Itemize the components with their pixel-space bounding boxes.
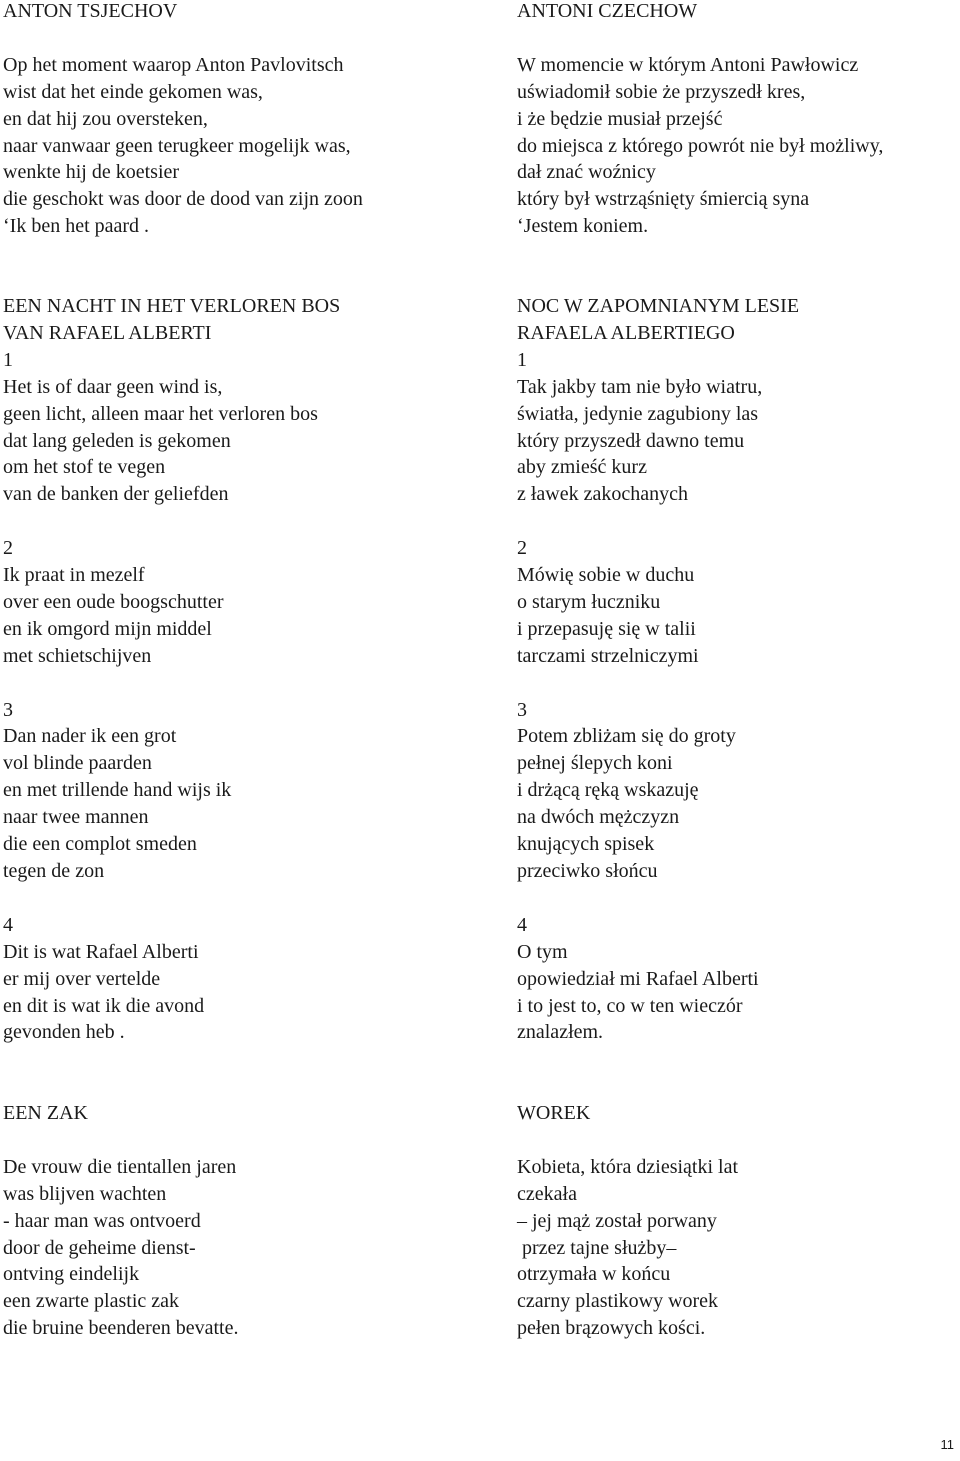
stanza-number: 4 — [3, 913, 13, 936]
verse-line: na dwóch mężczyzn — [517, 806, 680, 829]
verse-line: Potem zbliżam się do groty — [517, 725, 736, 748]
stanza-number: 1 — [517, 348, 527, 371]
poem-title: NOC W ZAPOMNIANYM LESIE — [517, 295, 800, 317]
verse-line: dał znać woźnicy — [517, 161, 656, 184]
verse-line: opowiedział mi Rafael Alberti — [517, 967, 759, 990]
poem-title: VAN RAFAEL ALBERTI — [3, 321, 212, 344]
verse-line: ‘Jestem koniem. — [517, 215, 649, 238]
verse-line: i że będzie musiał przejść — [517, 107, 723, 130]
stanza — [517, 535, 960, 670]
verse-line: znalazłem. — [517, 1021, 604, 1044]
verse-line: van de banken der geliefden — [3, 483, 229, 506]
stanza — [517, 1154, 960, 1342]
stanza — [517, 52, 960, 240]
verse-line: naar twee mannen — [3, 806, 149, 829]
verse-line: Op het moment waarop Anton Pavlovitsch — [3, 53, 344, 76]
verse-line: o starym łuczniku — [517, 590, 661, 613]
verse-line: door de geheime dienst- — [3, 1236, 196, 1259]
verse-line: over een oude boogschutter — [3, 590, 224, 613]
verse-line: met schietschijven — [3, 644, 152, 667]
verse-line: do miejsca z którego powrót nie był możliwy, — [517, 134, 884, 157]
poem-polish-worek — [517, 1100, 960, 1342]
verse-line: i przepasuję się w talii — [517, 617, 696, 640]
verse-line: W momencie w którym Antoni Pawłowicz — [517, 53, 859, 76]
verse-line: i to jest to, co w ten wieczór — [517, 994, 743, 1017]
verse-line: – jej mąż został porwany — [517, 1209, 717, 1232]
verse-line: Dit is wat Rafael Alberti — [3, 940, 199, 963]
poem-dutch-tsjechov — [3, 0, 473, 240]
verse-line: przeciwko słońcu — [517, 860, 658, 882]
stanza — [3, 1154, 473, 1342]
verse-line: en dit is wat ik die avond — [3, 994, 205, 1017]
stanza — [3, 52, 473, 240]
stanza-number: 2 — [517, 537, 527, 560]
verse-line: knujących spisek — [517, 833, 655, 856]
poem-title: EEN ZAK — [3, 1102, 88, 1124]
poem-dutch-alberti — [3, 293, 473, 1046]
verse-line: ontving eindelijk — [3, 1263, 140, 1286]
verse-line: pełen brązowych kości. — [517, 1317, 706, 1340]
verse-line: en met trillende hand wijs ik — [3, 779, 232, 802]
verse-line: vol blinde paarden — [3, 752, 152, 775]
verse-line: en ik omgord mijn middel — [3, 617, 212, 640]
stanza-number: 4 — [517, 913, 527, 936]
stanza-number: 2 — [3, 537, 13, 560]
verse-line: Dan nader ik een grot — [3, 725, 177, 748]
poem-title: WOREK — [517, 1102, 591, 1124]
verse-line: Het is of daar geen wind is, — [3, 375, 223, 398]
poem-title: EEN NACHT IN HET VERLOREN BOS — [3, 295, 341, 317]
verse-line: geen licht, alleen maar het verloren bos — [3, 402, 318, 425]
verse-line: światła, jedynie zagubiony las — [517, 402, 759, 425]
stanza — [3, 535, 473, 670]
verse-line: wenkte hij de koetsier — [3, 161, 180, 184]
poem-title: ANTONI CZECHOW — [517, 0, 698, 22]
stanza — [517, 912, 960, 1047]
verse-line: przez tajne służby– — [517, 1236, 677, 1259]
stanza — [3, 912, 473, 1047]
verse-line: er mij over vertelde — [3, 967, 161, 990]
verse-line: en dat hij zou oversteken, — [3, 107, 208, 130]
verse-line: om het stof te vegen — [3, 456, 166, 479]
verse-line: Kobieta, która dziesiątki lat — [517, 1155, 739, 1178]
verse-line: Ik praat in mezelf — [3, 564, 145, 587]
stanza-number: 3 — [3, 698, 13, 721]
poem-title: ANTON TSJECHOV — [3, 0, 178, 22]
verse-line: O tym — [517, 940, 568, 963]
verse-line: który przyszedł dawno temu — [517, 429, 745, 452]
verse-line: i drżącą ręką wskazuję — [517, 779, 699, 802]
verse-line: pełnej ślepych koni — [517, 752, 673, 775]
verse-line: z ławek zakochanych — [517, 483, 689, 506]
verse-line: tarczami strzelniczymi — [517, 644, 699, 667]
verse-line: De vrouw die tientallen jaren — [3, 1155, 237, 1178]
verse-line: który był wstrząśnięty śmiercią syna — [517, 188, 810, 211]
verse-line: ‘Ik ben het paard . — [3, 215, 150, 238]
verse-line: otrzymała w końcu — [517, 1263, 671, 1286]
stanza-number: 1 — [3, 348, 13, 371]
verse-line: gevonden heb . — [3, 1021, 125, 1044]
verse-line: dat lang geleden is gekomen — [3, 429, 231, 452]
stanza — [3, 697, 473, 885]
stanza — [517, 697, 960, 885]
verse-line: Tak jakby tam nie było wiatru, — [517, 375, 763, 398]
verse-line: die geschokt was door de dood van zijn zoon — [3, 188, 363, 211]
verse-line: aby zmieść kurz — [517, 456, 647, 479]
verse-line: was blijven wachten — [3, 1182, 167, 1205]
stanza — [3, 347, 473, 508]
verse-line: naar vanwaar geen terugkeer mogelijk was, — [3, 134, 351, 157]
poem-polish-alberti — [517, 293, 960, 1046]
verse-line: die een complot smeden — [3, 833, 197, 856]
verse-line: tegen de zon — [3, 860, 105, 882]
verse-line: Mówię sobie w duchu — [517, 564, 695, 587]
verse-line: czarny plastikowy worek — [517, 1290, 719, 1313]
stanza-number: 3 — [517, 698, 527, 721]
poem-dutch-zak — [3, 1100, 473, 1342]
verse-line: - haar man was ontvoerd — [3, 1209, 201, 1232]
verse-line: een zwarte plastic zak — [3, 1290, 180, 1313]
poem-polish-czechow — [517, 0, 960, 240]
poem-title: RAFAELA ALBERTIEGO — [517, 321, 735, 344]
verse-line: uświadomił sobie że przyszedł kres, — [517, 80, 806, 103]
verse-line: wist dat het einde gekomen was, — [3, 80, 263, 103]
verse-line: die bruine beenderen bevatte. — [3, 1317, 239, 1340]
stanza — [517, 347, 960, 508]
verse-line: czekała — [517, 1182, 577, 1205]
page-number: 11 — [940, 1437, 954, 1452]
